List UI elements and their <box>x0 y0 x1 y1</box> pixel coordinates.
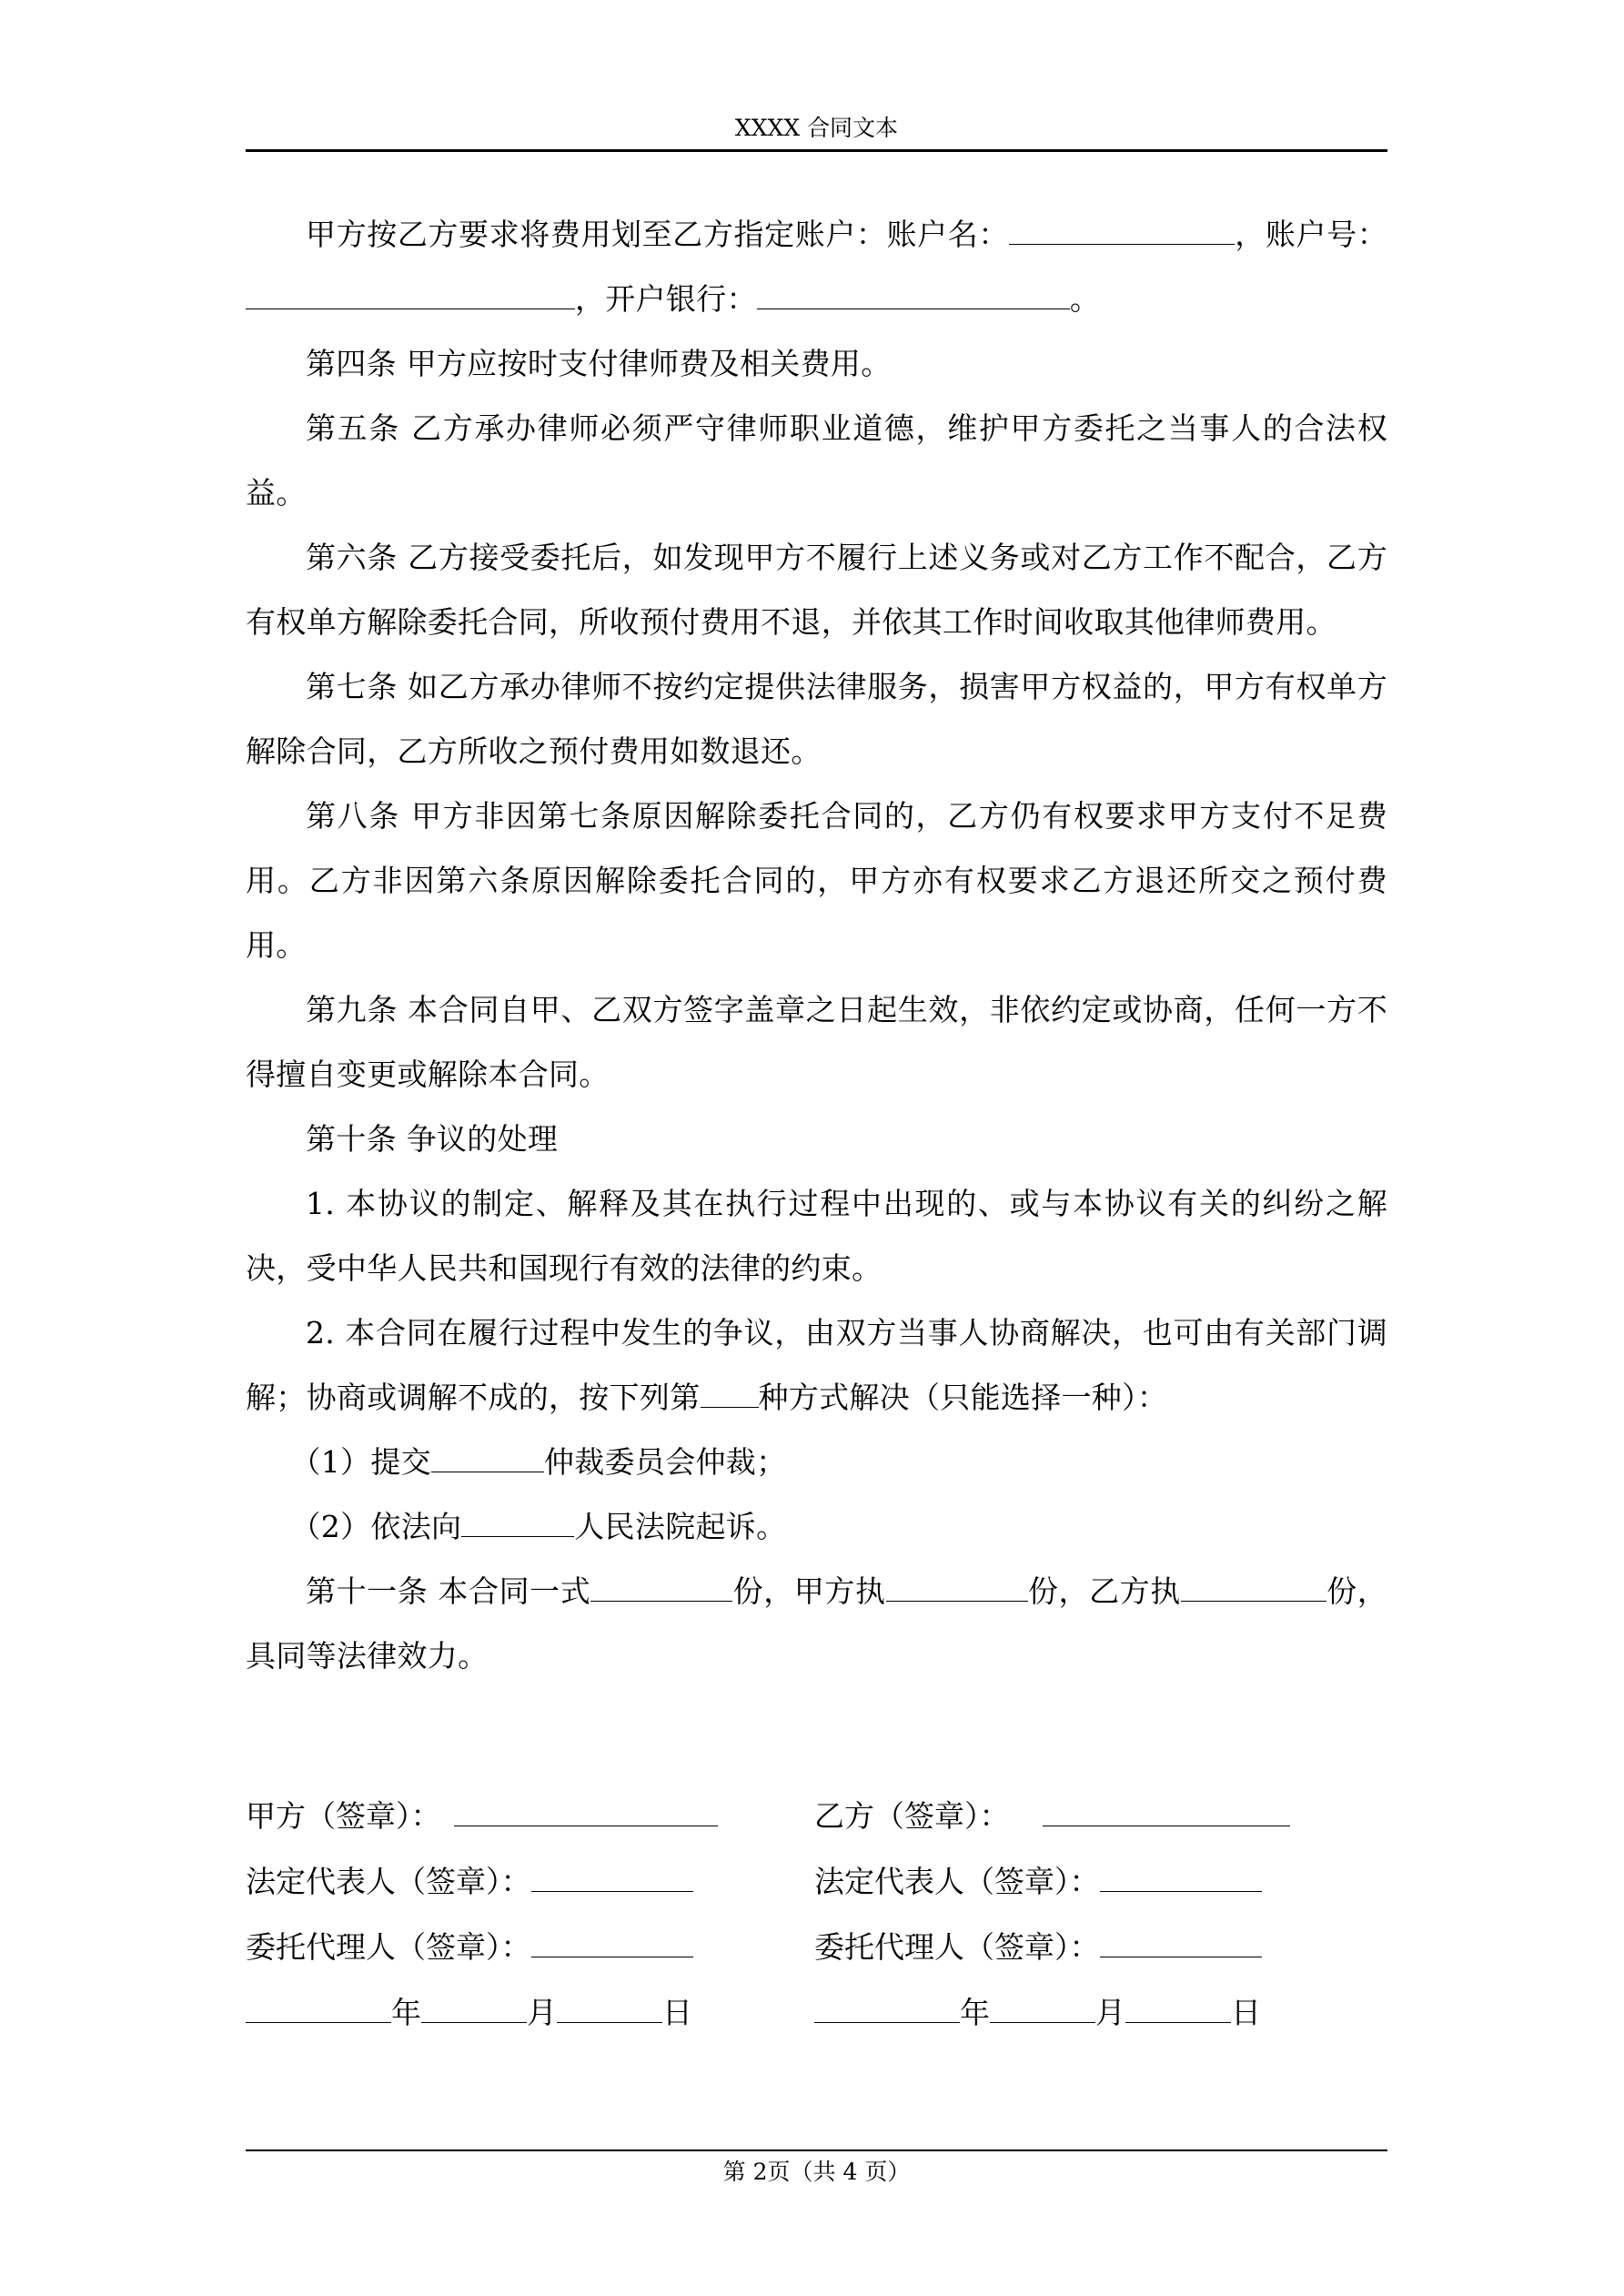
party-a-legal-rep-line <box>246 1849 718 1915</box>
clause-2-text-end: 种方式解决（只能选择一种）： <box>758 1380 1168 1415</box>
article-11 <box>246 1559 1387 1688</box>
party-b-date-line <box>814 1980 1290 2046</box>
bank-blank <box>757 281 1070 309</box>
article-11-party-a: 份，甲方执 <box>732 1573 886 1609</box>
header-title: XXXX 合同文本 <box>734 115 899 141</box>
party-a-agent-label: 委托代理人（签章）： <box>246 1929 531 1965</box>
copies-total-blank <box>590 1573 732 1602</box>
party-a-day-label: 日 <box>662 1995 692 2030</box>
article-10-clause-1: 1. 本协议的制定、解释及其在执行过程中出现的、或与本协议有关的纠纷之解决，受中华人民共和国现行有效的法律的约束。 <box>246 1186 1387 1286</box>
option-1-suffix: 仲裁委员会仲裁； <box>544 1444 787 1480</box>
account-number-label: ，账户号： <box>1234 217 1388 252</box>
party-b-day-label: 日 <box>1231 1995 1261 2030</box>
option-2-suffix: 人民法院起诉。 <box>574 1509 787 1544</box>
header-divider <box>246 149 1387 152</box>
party-a-legal-rep-blank <box>531 1864 693 1892</box>
signature-block-party-a <box>246 1784 718 2046</box>
article-7: 第七条 如乙方承办律师不按约定提供法律服务，损害甲方权益的，甲方有权单方解除合同，乙方所收之预付费用如数退还。 <box>246 669 1387 769</box>
option-1-prefix: （1）提交 <box>290 1444 431 1480</box>
signature-block-party-b <box>814 1784 1290 2046</box>
article-10: 第十条 争议的处理 <box>306 1121 559 1157</box>
copies-party-b-blank <box>1181 1573 1326 1602</box>
party-b-legal-rep-label: 法定代表人（签章）： <box>814 1864 1100 1899</box>
party-b-month-label: 月 <box>1095 1995 1125 2030</box>
article-6: 第六条 乙方接受委托后，如发现甲方不履行上述义务或对乙方工作不配合，乙方有权单方解除委托合同，所收预付费用不退，并依其工作时间收取其他律师费用。 <box>246 540 1387 640</box>
clause-2-text: 2. 本合同在履行过程中发生的争议，由双方当事人协商解决，也可由有关部门调解；协商或调解不成的，按下列第 <box>246 1315 1387 1415</box>
party-a-year-blank <box>246 1995 391 2023</box>
article-11-prefix: 第十一条 本合同一式 <box>306 1573 591 1609</box>
party-a-year-label: 年 <box>391 1995 421 2030</box>
bank-label: ，开户银行： <box>575 281 757 317</box>
party-b-seal-blank <box>1043 1798 1290 1826</box>
party-b-year-label: 年 <box>960 1995 990 2030</box>
method-choice-blank <box>701 1380 759 1408</box>
party-a-agent-line <box>246 1915 718 1980</box>
party-b-agent-label: 委托代理人（签章）： <box>814 1929 1100 1965</box>
account-name-label: 甲方按乙方要求将费用划至乙方指定账户：账户名： <box>306 217 1009 252</box>
option-arbitration <box>246 1430 1387 1494</box>
party-b-legal-rep-blank <box>1100 1864 1262 1892</box>
party-b-month-blank <box>990 1995 1095 2023</box>
party-b-agent-line <box>814 1915 1290 1980</box>
party-a-agent-blank <box>531 1929 693 1957</box>
party-a-day-blank <box>557 1995 662 2023</box>
party-a-seal-blank <box>454 1798 718 1826</box>
account-paragraph <box>246 202 1387 331</box>
copies-party-a-blank <box>886 1573 1028 1602</box>
party-b-agent-blank <box>1100 1929 1262 1957</box>
court-blank <box>461 1509 574 1537</box>
party-a-label: 甲方（签章）： <box>246 1798 441 1834</box>
party-a-month-blank <box>421 1995 527 2023</box>
footer-divider <box>246 2149 1387 2151</box>
party-b-seal-line <box>814 1784 1290 1849</box>
contract-body <box>246 202 1387 1688</box>
article-11-party-b: 份，乙方执 <box>1027 1573 1181 1609</box>
article-11-suffix: 份，具同等法律效力。 <box>246 1573 1388 1674</box>
article-5: 第五条 乙方承办律师必须严守律师职业道德，维护甲方委托之当事人的合法权益。 <box>246 410 1387 511</box>
party-a-month-label: 月 <box>527 1995 557 2030</box>
page-number: 第 2页（共 4 页） <box>722 2159 911 2185</box>
party-b-year-blank <box>814 1995 960 2023</box>
party-a-legal-rep-label: 法定代表人（签章）： <box>246 1864 531 1899</box>
account-period: 。 <box>1069 281 1101 317</box>
article-4: 第四条 甲方应按时支付律师费及相关费用。 <box>306 346 892 381</box>
party-a-seal-line <box>246 1784 718 1849</box>
article-10-clause-2 <box>246 1300 1387 1430</box>
party-b-day-blank <box>1125 1995 1231 2023</box>
arbitration-committee-blank <box>431 1444 544 1472</box>
article-9: 第九条 本合同自甲、乙双方签字盖章之日起生效，非依约定或协商，任何一方不得擅自变更或解除本合同。 <box>246 992 1387 1092</box>
option-2-prefix: （2）依法向 <box>290 1509 462 1544</box>
article-8: 第八条 甲方非因第七条原因解除委托合同的，乙方仍有权要求甲方支付不足费用。乙方非因第六条原因解除委托合同的，甲方亦有权要求乙方退还所交之预付费用。 <box>246 798 1387 963</box>
party-a-date-line <box>246 1980 718 2046</box>
party-b-legal-rep-line <box>814 1849 1290 1915</box>
account-name-blank <box>1009 217 1235 245</box>
option-court <box>246 1494 1387 1559</box>
party-b-label: 乙方（签章）： <box>814 1798 1010 1834</box>
account-number-blank <box>246 281 575 309</box>
